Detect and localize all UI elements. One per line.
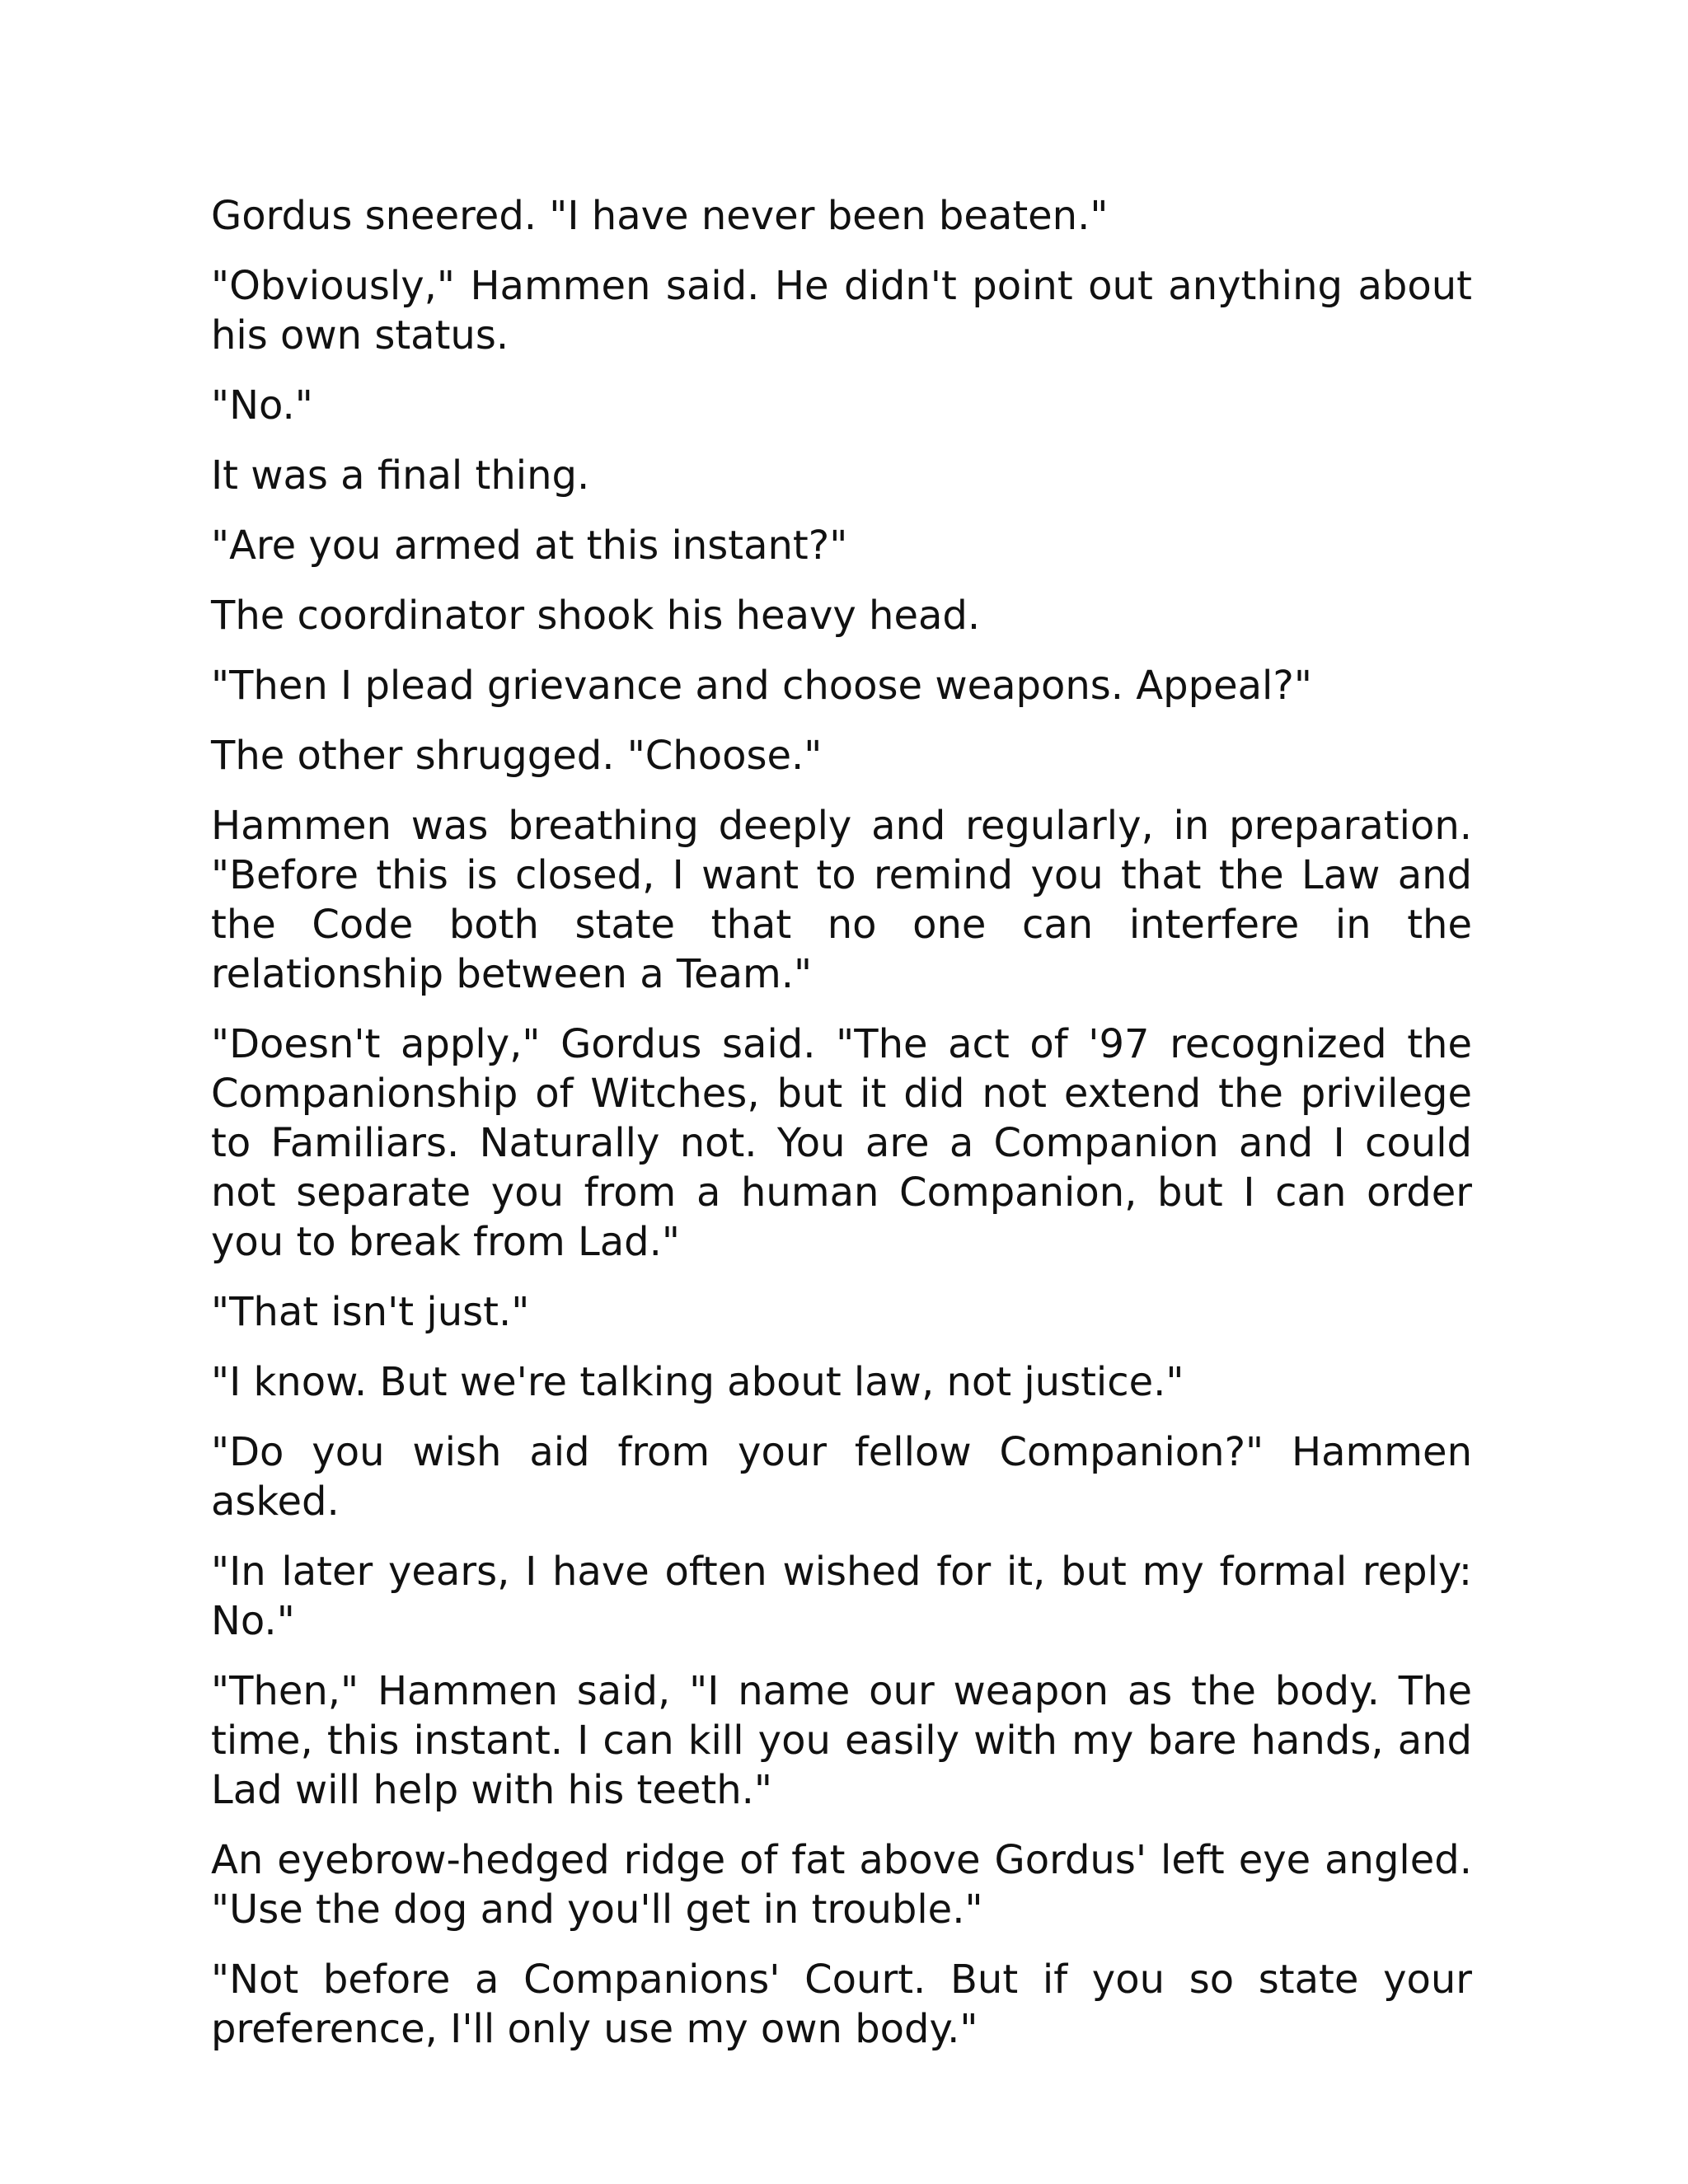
paragraph: "Not before a Companions' Court. But if you so state your preference, I'll only use my own body." xyxy=(211,1957,1472,2052)
paragraph: "Do you wish aid from your fellow Companion?" Hammen asked. xyxy=(211,1429,1472,1525)
paragraph: An eyebrow-hedged ridge of fat above Gordus' left eye angled. "Use the dog and you'll get in trouble." xyxy=(211,1837,1472,1933)
paragraph: "That isn't just." xyxy=(211,1289,530,1335)
paragraph: "Doesn't apply," Gordus said. "The act of '97 recognized the Companionship of Witches, but it did not extend the privilege to Familiars. Naturally not. You are a Companion and I could not separate you from a human Companion, but I can order you to break from Lad." xyxy=(211,1021,1472,1265)
paragraph: "Obviously," Hammen said. He didn't point out anything about his own status. xyxy=(211,263,1472,359)
paragraph: "Then," Hammen said, "I name our weapon as the body. The time, this instant. I can kill you easily with my bare hands, and Lad will help with his teeth." xyxy=(211,1668,1472,1813)
paragraph: Gordus sneered. "I have never been beaten." xyxy=(211,193,1109,239)
paragraph: Hammen was breathing deeply and regularly, in preparation. "Before this is closed, I want to remind you that the Law and the Code both state that no one can interfere in the relationship between a Team." xyxy=(211,803,1472,997)
paragraph: "In later years, I have often wished for it, but my formal reply: No." xyxy=(211,1549,1472,1644)
paragraph: It was a final thing. xyxy=(211,452,590,499)
paragraph: "No." xyxy=(211,382,313,429)
paragraph: "Then I plead grievance and choose weapons. Appeal?" xyxy=(211,663,1312,709)
paragraph: The coordinator shook his heavy head. xyxy=(211,593,981,639)
document-page xyxy=(211,191,1472,2074)
paragraph: "I know. But we're talking about law, not justice." xyxy=(211,1359,1184,1405)
paragraph: "Are you armed at this instant?" xyxy=(211,523,848,569)
paragraph: The other shrugged. "Choose." xyxy=(211,733,823,779)
